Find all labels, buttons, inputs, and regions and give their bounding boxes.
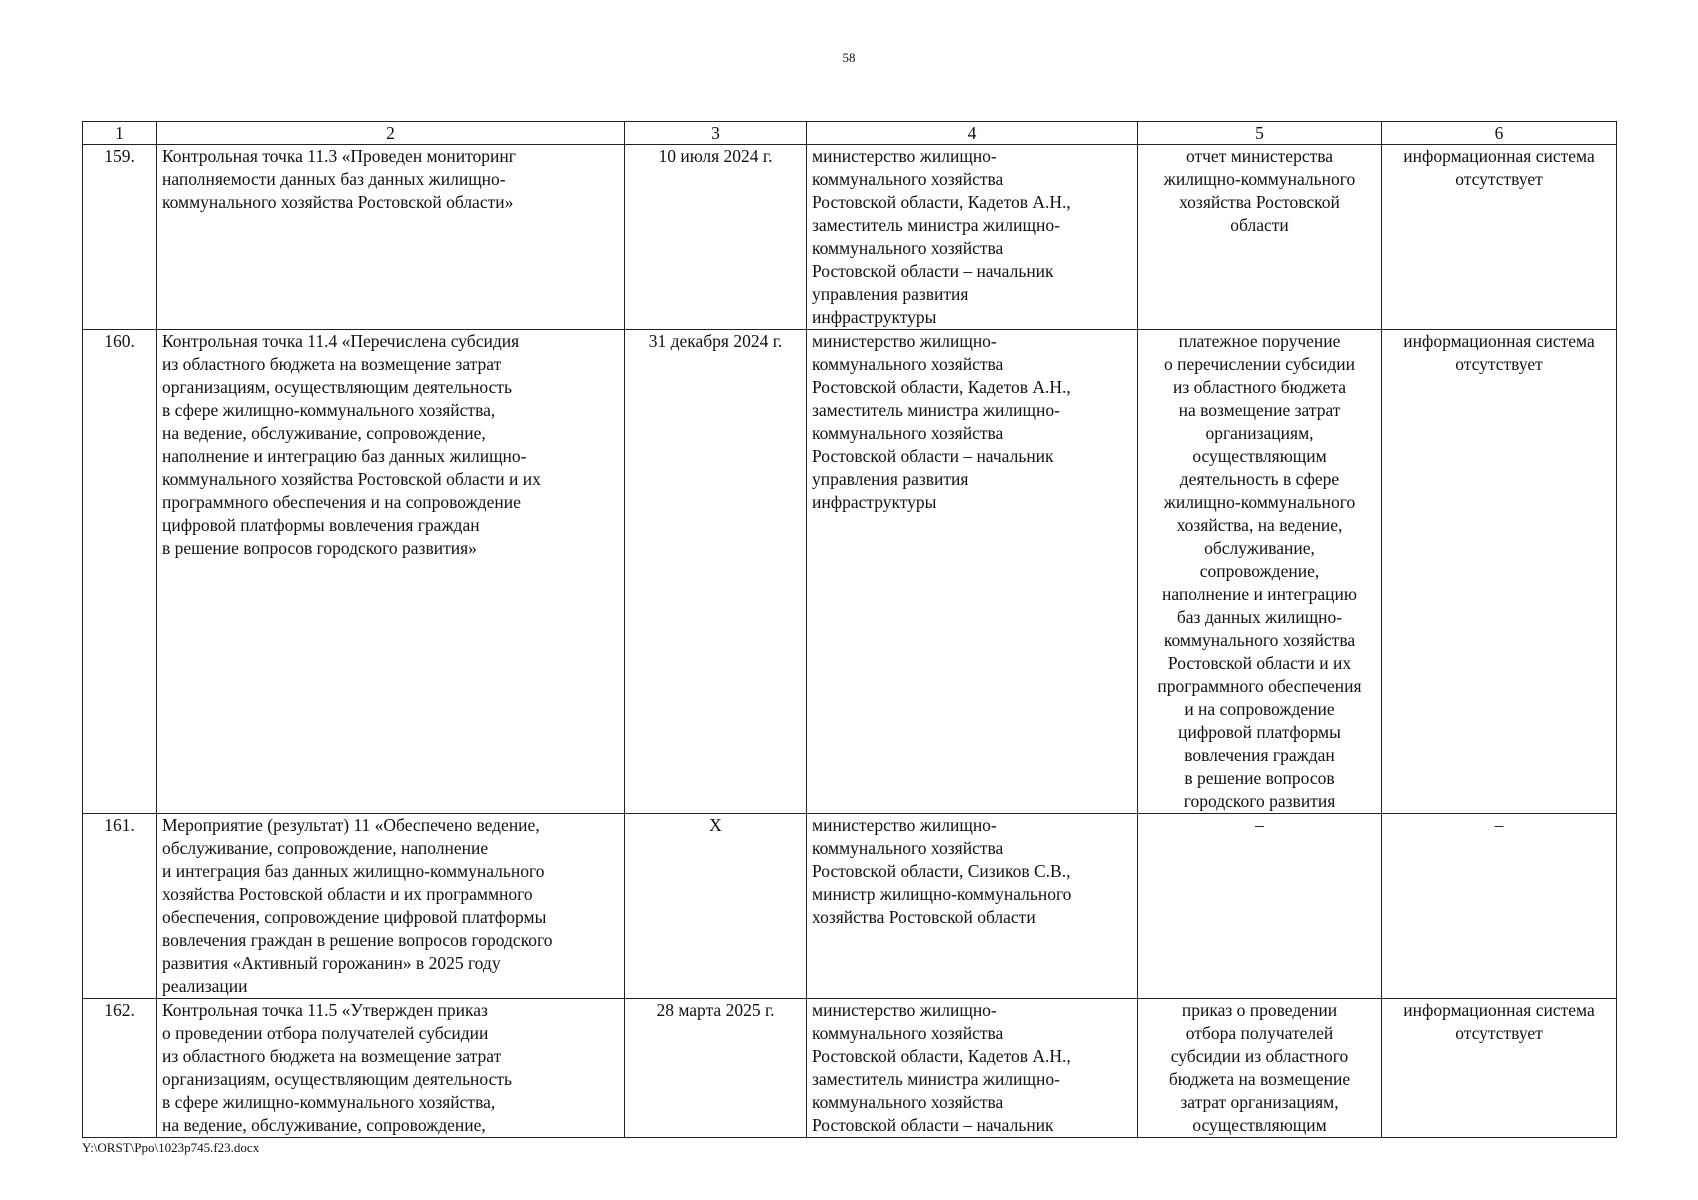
column-header-5: 5 — [1138, 122, 1382, 145]
row-date: Х — [625, 814, 807, 999]
row-system: информационная система отсутствует — [1382, 330, 1617, 814]
row-responsible: министерство жилищно- коммунального хозяйства Ростовской области, Кадетов А.Н., заместитель министра жилищно- коммунального хозяйства Ростовской области – начальник — [807, 999, 1138, 1138]
row-name: Контрольная точка 11.5 «Утвержден приказ о проведении отбора получателей субсидии из областного бюджета на возмещение затрат организациям, осуществляющим деятельность в сфере жилищно-коммунального хозяйства, на ведение, обслуживание, сопровождение, — [157, 999, 625, 1138]
table-row — [83, 999, 1617, 1138]
row-name: Контрольная точка 11.3 «Проведен мониторинг наполняемости данных баз данных жилищно- коммунального хозяйства Ростовской области» — [157, 145, 625, 330]
row-name: Мероприятие (результат) 11 «Обеспечено ведение, обслуживание, сопровождение, наполнение и интеграция баз данных жилищно-коммунального хозяйства Ростовской области и их программного обеспечения, сопровождение цифровой платформы вовлечения граждан в решение вопросов городского развития «Активный горожанин» в 2025 году реализации — [157, 814, 625, 999]
row-name: Контрольная точка 11.4 «Перечислена субсидия из областного бюджета на возмещение затрат организациям, осуществляющим деятельность в сфере жилищно-коммунального хозяйства, на ведение, обслуживание, сопровождение, наполнение и интеграцию баз данных жилищно- коммунального хозяйства Ростовской области и их программного обеспечения и на сопровождение цифровой платформы вовлечения граждан в решение вопросов городского развития» — [157, 330, 625, 814]
column-header-2: 2 — [157, 122, 625, 145]
row-date: 28 марта 2025 г. — [625, 999, 807, 1138]
column-header-3: 3 — [625, 122, 807, 145]
row-date: 31 декабря 2024 г. — [625, 330, 807, 814]
table-row — [83, 814, 1617, 999]
row-system: – — [1382, 814, 1617, 999]
table-row — [83, 330, 1617, 814]
file-path-footer: Y:\ORST\Ppo\1023p745.f23.docx — [82, 1140, 260, 1155]
row-number: 162. — [83, 999, 157, 1138]
row-responsible: министерство жилищно- коммунального хозяйства Ростовской области, Кадетов А.Н., заместитель министра жилищно- коммунального хозяйства Ростовской области – начальник управления развития инфраструктуры — [807, 330, 1138, 814]
row-date: 10 июля 2024 г. — [625, 145, 807, 330]
row-document: – — [1138, 814, 1382, 999]
column-header-4: 4 — [807, 122, 1138, 145]
document-table — [82, 121, 1617, 1138]
column-header-1: 1 — [83, 122, 157, 145]
row-number: 160. — [83, 330, 157, 814]
page-number: 58 — [842, 50, 856, 65]
column-number-row — [83, 122, 1617, 145]
row-number: 161. — [83, 814, 157, 999]
row-document: приказ о проведении отбора получателей субсидии из областного бюджета на возмещение затрат организациям, осуществляющим — [1138, 999, 1382, 1138]
row-system: информационная система отсутствует — [1382, 999, 1617, 1138]
row-responsible: министерство жилищно- коммунального хозяйства Ростовской области, Сизиков С.В., министр жилищно-коммунального хозяйства Ростовской области — [807, 814, 1138, 999]
row-document: платежное поручение о перечислении субсидии из областного бюджета на возмещение затрат организациям, осуществляющим деятельность в сфере жилищно-коммунального хозяйства, на ведение, обслуживание, сопровождение, наполнение и интеграцию баз данных жилищно- коммунального хозяйства Ростовской области и их программного обеспечения и на сопровождение цифровой платформы вовлечения граждан в решение вопросов городского развития — [1138, 330, 1382, 814]
table-row — [83, 145, 1617, 330]
row-system: информационная система отсутствует — [1382, 145, 1617, 330]
row-number: 159. — [83, 145, 157, 330]
row-document: отчет министерства жилищно-коммунального хозяйства Ростовской области — [1138, 145, 1382, 330]
row-responsible: министерство жилищно- коммунального хозяйства Ростовской области, Кадетов А.Н., заместитель министра жилищно- коммунального хозяйства Ростовской области – начальник управления развития инфраструктуры — [807, 145, 1138, 330]
column-header-6: 6 — [1382, 122, 1617, 145]
